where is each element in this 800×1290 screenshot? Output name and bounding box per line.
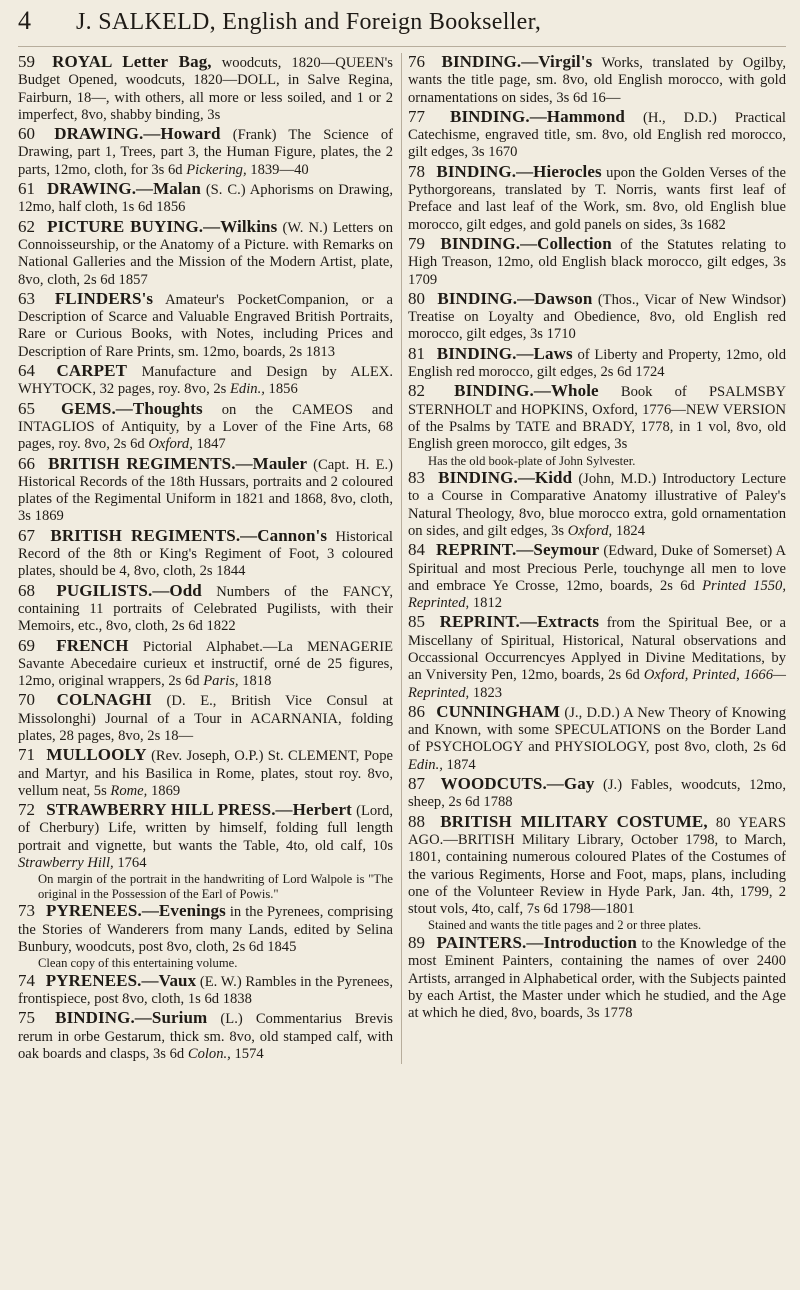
entry-price-date: 1845 xyxy=(267,938,297,955)
entry-place: Oxford, xyxy=(567,522,613,539)
entry-title: BINDING.—Collection xyxy=(440,233,612,253)
entry-note: Has the old book-plate of John Sylvester. xyxy=(428,453,636,468)
entry-title: BINDING.—Virgil's xyxy=(441,52,593,71)
entry-number: 63 xyxy=(18,288,35,308)
entry-number: 78 xyxy=(408,161,425,181)
entry-number: 67 xyxy=(18,525,35,545)
entry-description: (J.) Fables, woodcuts, 12mo, sheep, 2s 6d xyxy=(408,777,786,811)
entry-price-date: 1788 xyxy=(483,794,513,811)
entry-description: Manufacture and Design by ALEX. WHYTOCK, 32 pages, roy. 8vo, 2s xyxy=(18,364,393,398)
catalogue-entry xyxy=(408,345,786,382)
entry-description: (W. N.) Letters on Connoisseurship, or the Anatomy of a Picture. with Remarks on National Galleries and the Mission of the Modern Artist, plate, 8vo, cloth, 2s 6d xyxy=(18,219,393,288)
catalogue-entry xyxy=(408,53,786,107)
catalogue-entry xyxy=(18,746,393,800)
entry-number: 72 xyxy=(18,800,35,820)
catalogue-entry xyxy=(408,541,786,612)
entry-price-date: 1824 xyxy=(615,522,646,539)
entry-price-date: 1839—40 xyxy=(250,161,309,178)
entry-description: (D. E., British Vice Consul at Missolonghi) Journal of a Tour in ACARNANIA, folding plates, 28 pages, 8vo, 2s xyxy=(18,693,393,744)
entry-number: 73 xyxy=(18,901,35,921)
entry-place: Strawberry Hill, xyxy=(18,855,114,872)
entry-price-date: 1869 xyxy=(150,782,181,799)
catalogue-entry xyxy=(18,972,393,1009)
entry-price-date: 16— xyxy=(591,89,621,106)
right-column xyxy=(402,53,786,1064)
entry-number: 70 xyxy=(18,690,35,710)
catalogue-entry xyxy=(408,613,786,701)
entry-number: 80 xyxy=(408,288,425,308)
entry-description: (H., D.D.) Practical Catechisme, engraved title, sm. 8vo, old English red morocco, gilt edges, 3s xyxy=(408,109,786,161)
entry-title: MULLOOLY xyxy=(46,745,147,765)
entry-title: BINDING.—Kidd xyxy=(438,468,573,488)
entry-place: Edin., xyxy=(230,381,265,398)
entry-price-date: 1856 xyxy=(268,381,298,398)
entry-description: in the Pyrenees, comprising the Stories of Wanderers from many Lands, edited by Selina Bunbury, woodcuts, post 8vo, cloth, 2s 6d xyxy=(18,904,394,955)
entry-place: Rome, xyxy=(110,782,148,799)
entry-price-date: 3s xyxy=(207,106,221,123)
page-header xyxy=(18,6,786,47)
entry-title: BINDING.—Hammond xyxy=(450,106,625,126)
entry-price-date: 1823 xyxy=(472,684,503,701)
entry-price-date: 1670 xyxy=(488,144,518,161)
entry-number: 79 xyxy=(408,233,425,253)
entry-description: 80 YEARS AGO.—BRITISH Military Library, October 1798, to March, 1801, containing numerous coloured Plates of the Costumes of the various Regiments, Horse and Foot, maps, plans, including one of the Volunteer Review in Hyde Park, Jan. 4th, 1799, 2 stout vols, 4to, calf, 7s 6d xyxy=(408,814,786,918)
entry-number: 84 xyxy=(408,540,425,560)
catalogue-entry xyxy=(18,125,393,179)
entry-description: Numbers of the FANCY, containing 11 portraits of Celebrated Pugilists, with their Memoirs, etc., 8vo, cloth, 2s 6d xyxy=(18,583,393,635)
entry-description: (S. C.) Aphorisms on Drawing, 12mo, half cloth, 1s 6d xyxy=(18,182,393,216)
entry-number: 88 xyxy=(408,811,425,831)
entry-title: BINDING.—Dawson xyxy=(437,288,593,308)
catalogue-entry xyxy=(408,290,786,344)
entry-title: BRITISH MILITARY COSTUME, xyxy=(440,811,708,831)
entry-number: 68 xyxy=(18,580,35,600)
entry-description: (Lord, of Cherbury) Life, written by himself, folding full length portrait and vignette, but wants the Table, 4to, old calf, 10s xyxy=(18,803,393,854)
entry-number: 75 xyxy=(18,1008,35,1028)
entry-title: BINDING.—Laws xyxy=(436,343,573,363)
entry-title: DRAWING.—Howard xyxy=(54,124,221,144)
entry-title: FRENCH xyxy=(56,635,129,655)
entry-description: of Liberty and Property, 12mo, old English red morocco, gilt edges, 2s 6d xyxy=(408,346,786,381)
catalogue-entry xyxy=(408,382,786,468)
catalogue-entry xyxy=(18,691,393,745)
entry-title: REPRINT.—Seymour xyxy=(436,540,600,560)
entry-title: BINDING.—Whole xyxy=(454,381,599,401)
entry-number: 81 xyxy=(408,343,425,363)
entry-title: WOODCUTS.—Gay xyxy=(440,774,595,794)
entry-description: (John, M.D.) Introductory Lecture to a Course in Comparative Anatomy illustrative of Paley's Natural Theology, 8vo, blue morocco extra, gold ornamentation on sides, and gilt edges, 3s xyxy=(408,471,786,539)
entry-place: Pickering, xyxy=(186,161,247,178)
entry-place: Oxford, Printed, 1666—Reprinted, xyxy=(408,667,786,701)
entry-description: woodcuts, 1820—QUEEN's Budget Opened, woodcuts, 1820—DOLL, in Salve Regina, Fairburn, 18—, with others, all more or less soiled, and 1 or 2 imperfect, 8vo, shabby binding, xyxy=(18,55,393,123)
catalogue-entry xyxy=(408,775,786,812)
columns xyxy=(18,53,786,1064)
entry-number: 89 xyxy=(408,932,425,952)
entry-number: 64 xyxy=(18,361,35,381)
entry-title: CUNNINGHAM xyxy=(436,701,561,721)
entry-number: 62 xyxy=(18,216,35,236)
entry-place: Colon., xyxy=(187,1045,231,1062)
catalogue-entry xyxy=(408,469,786,540)
entry-title: GEMS.—Thoughts xyxy=(61,398,203,418)
catalogue-entry xyxy=(18,527,393,581)
entry-price-date: 1724 xyxy=(635,364,665,381)
entry-title: BRITISH REGIMENTS.—Cannon's xyxy=(50,525,328,545)
catalogue-entry xyxy=(18,637,393,691)
catalogue-entry xyxy=(408,108,786,162)
catalogue-entry xyxy=(18,290,393,361)
entry-price-date: 1857 xyxy=(118,271,148,288)
entry-price-date: 18— xyxy=(163,727,194,744)
entry-title: PICTURE BUYING.—Wilkins xyxy=(47,216,278,236)
catalogue-entry xyxy=(18,400,393,454)
entry-number: 69 xyxy=(18,635,35,655)
entry-price-date: 1818 xyxy=(242,673,272,690)
entry-title: DRAWING.—Malan xyxy=(46,179,201,199)
catalogue-entry xyxy=(408,235,786,289)
entry-description: to the Knowledge of the most Eminent Painters, containing the names of over 2400 Artists, arranged in Alphabetical order, with the Subjects painted by each Artist, the Master under which he studied, and the Age at which he died, 8vo, boards, 3s xyxy=(408,935,786,1022)
entry-description: Book of PSALMSBY STERNHOLT and HOPKINS, Oxford, 1776—NEW VERSION of the Psalms by TATE and BRADY, 1778, in 1 vol, 8vo, old English green morocco, gilt edges, 3s xyxy=(408,384,786,453)
catalogue-entry xyxy=(18,1009,393,1063)
left-column xyxy=(18,53,402,1064)
entry-price-date: 1764 xyxy=(117,855,147,872)
entry-number: 59 xyxy=(18,52,35,71)
entry-title: BINDING.—Hierocles xyxy=(436,161,602,181)
entry-price-date: 1710 xyxy=(546,326,576,343)
entry-description: Pictorial Alphabet.—La MENAGERIE Savante Abecedaire curieux et instructif, orné de 25 figures, 12mo, original wrappers, 2s 6d xyxy=(18,638,394,690)
entry-number: 87 xyxy=(408,774,425,794)
entry-number: 65 xyxy=(18,398,35,418)
entry-number: 60 xyxy=(18,124,35,144)
entry-number: 85 xyxy=(408,612,425,632)
entry-number: 86 xyxy=(408,701,425,721)
entry-price-date: 1847 xyxy=(196,436,226,453)
entry-number: 82 xyxy=(408,381,425,401)
entry-price-date: 1798—1801 xyxy=(561,901,635,918)
entry-number: 76 xyxy=(408,52,425,71)
running-head: J. SALKELD, English and Foreign Bookseller, xyxy=(76,9,542,35)
entry-description: from the Spiritual Bee, or a Miscellany of Spiritual, Historical, Natural observations and Occassional Occurrencyes Applyed in Divine Meditations, by an Vniversity Pen, 12mo, boards, 2s 6d xyxy=(408,615,786,684)
entry-description: (L.) Commentarius Brevis rerum in orbe Gestarum, thick sm. 8vo, old stamped calf, with oak boards and clasps, 3s 6d xyxy=(18,1011,393,1062)
entry-price-date: 1869 xyxy=(34,508,64,525)
catalogue-entry xyxy=(18,180,393,217)
entry-price-date: 1813 xyxy=(305,343,335,360)
entry-price-date: 1682 xyxy=(696,216,726,233)
entry-note: Stained and wants the title pages and 2 or three plates. xyxy=(428,918,702,933)
catalogue-entry xyxy=(18,455,393,526)
entry-description: of the Statutes relating to High Treason, 12mo, old English black morocco, gilt edges, 3s xyxy=(408,236,786,271)
entry-price-date: 1574 xyxy=(234,1045,264,1062)
entry-price-date: 1822 xyxy=(206,618,236,635)
page-number: 4 xyxy=(18,6,31,35)
entry-title: FLINDERS's xyxy=(54,288,154,308)
entry-description: (Thos., Vicar of New Windsor) Treatise on Loyalty and Obedience, 8vo, old English red morocco, gilt edges, 3s xyxy=(408,291,786,343)
entry-title: STRAWBERRY HILL PRESS.—Herbert xyxy=(46,800,352,820)
entry-price-date: 1838 xyxy=(222,991,252,1008)
entry-description: upon the Golden Verses of the Pythorgoreans, translated by T. Norris, wants first leaf of Preface and last leaf of the Work, sm. 8vo, old English blue morocco, gilt edges, and gold panels on sides, 3s xyxy=(408,164,786,233)
catalogue-entry xyxy=(18,582,393,636)
catalogue-entry xyxy=(408,703,786,774)
entry-number: 83 xyxy=(408,468,425,488)
entry-title: COLNAGHI xyxy=(56,690,152,710)
entry-number: 71 xyxy=(18,745,35,765)
entry-title: ROYAL Letter Bag, xyxy=(52,52,212,71)
entry-description: (J., D.D.) A New Theory of Knowing and Known, with some SPECULATIONS on the Border Land of PSYCHOLOGY and PHYSIOLOGY, post 8vo, cloth, 2s 6d xyxy=(408,704,786,756)
entry-title: PUGILISTS.—Odd xyxy=(56,580,202,600)
entry-title: BRITISH REGIMENTS.—Mauler xyxy=(48,453,308,473)
entry-price-date: 1856 xyxy=(156,199,186,216)
entry-title: PYRENEES.—Vaux xyxy=(45,970,197,990)
entry-place: Printed 1550, Reprinted, xyxy=(408,577,786,612)
entry-number: 61 xyxy=(18,179,35,199)
catalogue-entry xyxy=(408,813,786,933)
catalogue-entry xyxy=(408,163,786,234)
entry-note: On margin of the portrait in the handwriting of Lord Walpole is "The original in the Possession of the Earl of Powis." xyxy=(38,872,393,901)
entry-description: (E. W.) Rambles in the Pyrenees, frontispiece, post 8vo, cloth, 1s 6d xyxy=(18,973,393,1008)
entry-place: Paris, xyxy=(203,673,239,690)
entry-title: BINDING.—Surium xyxy=(55,1008,208,1028)
catalogue-entry xyxy=(18,218,393,289)
entry-price-date: 1874 xyxy=(446,756,476,773)
catalogue-entry xyxy=(408,934,786,1022)
entry-place: Oxford, xyxy=(148,436,193,453)
entry-title: CARPET xyxy=(56,361,128,381)
entry-title: PAINTERS.—Introduction xyxy=(436,932,637,952)
entry-place: Edin., xyxy=(408,756,443,773)
entry-note: Clean copy of this entertaining volume. xyxy=(38,956,238,971)
entry-description: (Edward, Duke of Somerset) A Spiritual and most Precious Perle, touchynge all men to love and embrace Ye Crosse, 12mo, boards, 2s 6d xyxy=(408,543,786,594)
entry-price-date: 1812 xyxy=(472,595,503,612)
entry-price-date: 1778 xyxy=(603,1005,633,1022)
catalogue-entry xyxy=(18,362,393,399)
catalogue-entry xyxy=(18,801,393,901)
entry-price-date: 1709 xyxy=(408,271,438,288)
entry-number: 74 xyxy=(18,970,35,990)
entry-description: (Rev. Joseph, O.P.) St. CLEMENT, Pope and Martyr, and his Basilica in Rome, plates, stout roy. 8vo, vellum neat, 5s xyxy=(18,748,394,799)
catalogue-entry xyxy=(18,53,393,124)
entry-description: (Capt. H. E.) Historical Records of the 18th Hussars, portraits and 2 coloured plates of the Regimental Uniform in 1821 and 1868, 8vo, cloth, 3s xyxy=(18,456,393,525)
entry-description: Historical Record of the 8th or King's Regiment of Foot, 3 coloured plates, should be 4, 8vo, cloth, 2s xyxy=(18,528,393,580)
entry-description: (Frank) The Science of Drawing, part 1, Trees, part 3, the Human Figure, plates, the 2 parts, 12mo, cloth, for 3s 6d xyxy=(18,127,394,178)
entry-description: Amateur's PocketCompanion, or a Description of Scarce and Valuable Engraved British Portraits, Rare or Curious Books, with Notes, including Prices and Description of Rare Prints, sm. 12mo, boards, 2s xyxy=(18,291,393,360)
catalogue-entry xyxy=(18,902,393,970)
entry-description: Works, translated by Ogilby, wants the title page, sm. 8vo, old English morocco, with gold ornamentations on sides, 3s 6d xyxy=(408,55,786,106)
entry-description: on the CAMEOS and INTAGLIOS of Antiquity, by a Lover of the Fine Arts, 68 pages, roy. 8vo, 2s 6d xyxy=(18,401,393,453)
entry-title: PYRENEES.—Evenings xyxy=(46,901,226,921)
entry-number: 66 xyxy=(18,453,35,473)
entry-price-date: 1844 xyxy=(216,563,246,580)
entry-title: REPRINT.—Extracts xyxy=(439,612,600,632)
entry-number: 77 xyxy=(408,106,425,126)
